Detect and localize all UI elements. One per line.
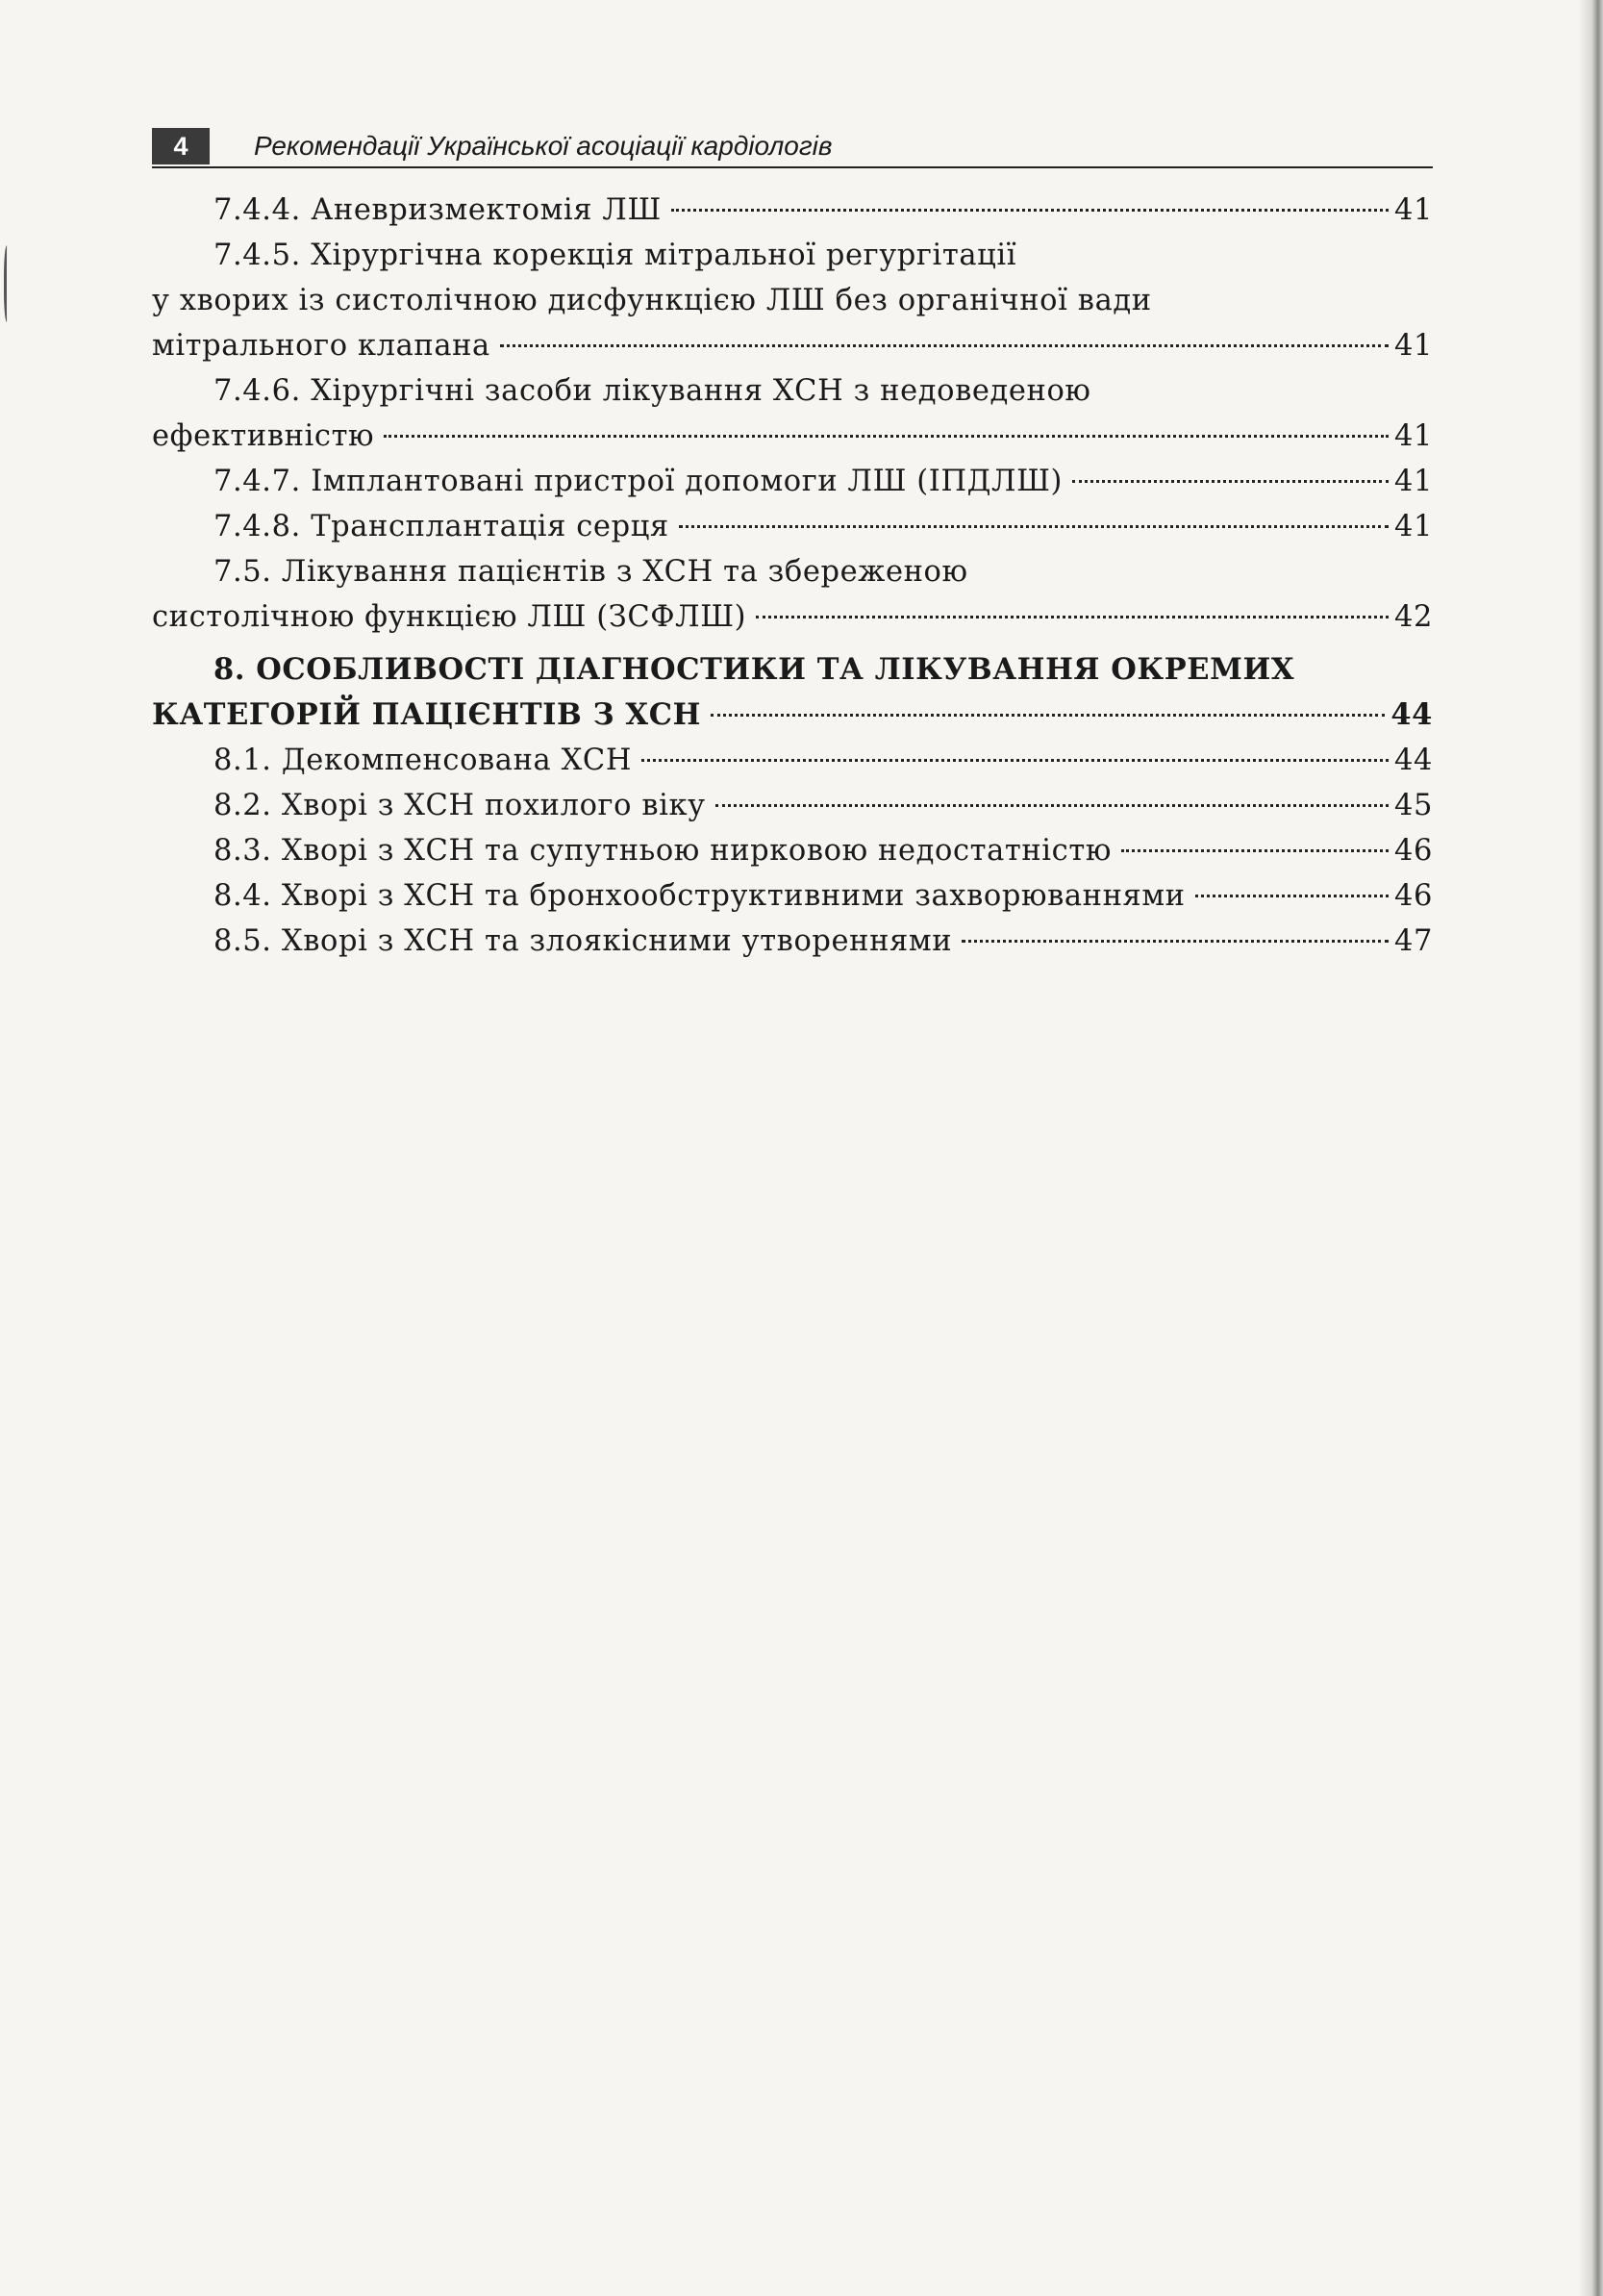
- toc-entry-text: 8. ОСОБЛИВОСТІ ДІАГНОСТИКИ ТА ЛІКУВАННЯ ОКРЕМИХ: [213, 652, 1295, 687]
- page-edge-shadow: [1578, 0, 1603, 2296]
- toc-page-number: 42: [1393, 600, 1433, 634]
- dot-leader: [715, 802, 1389, 807]
- dot-leader: [1121, 847, 1389, 852]
- toc-line: [152, 368, 1433, 414]
- toc-page-number: 46: [1393, 879, 1433, 913]
- toc-page-number: 45: [1393, 789, 1433, 822]
- dot-leader: [500, 342, 1389, 347]
- toc-page-number: 44: [1393, 744, 1433, 777]
- toc-page-number: 41: [1393, 419, 1433, 453]
- toc-entry-text: у хворих із систолічною дисфункцією ЛШ без органічної вади: [152, 284, 1152, 317]
- toc-entry-text: систолічною функцією ЛШ (ЗСФЛШ): [152, 600, 747, 634]
- toc-entry: [152, 828, 1433, 873]
- scan-mark: [4, 245, 12, 322]
- toc-entry-text: 7.4.7. Імплантовані пристрої допомоги ЛШ (ІПДЛШ): [213, 465, 1063, 498]
- page-header: [152, 128, 1433, 168]
- toc-page-number: 41: [1393, 465, 1433, 498]
- toc-entry-text: 8.1. Декомпенсована ХСН: [213, 744, 633, 777]
- toc-entry: [152, 414, 1433, 459]
- dot-leader: [679, 523, 1389, 528]
- toc-entry-text: 8.3. Хворі з ХСН та супутньою нирковою недостатністю: [213, 834, 1112, 868]
- toc-entry: [152, 873, 1433, 919]
- toc-entry: [152, 188, 1433, 233]
- toc-entry: [152, 783, 1433, 828]
- toc-entry-text: 8.4. Хворі з ХСН та бронхообструктивними захворюваннями: [213, 879, 1186, 913]
- toc-page-number: 46: [1393, 834, 1433, 868]
- toc-entry: [152, 919, 1433, 964]
- toc-entry: [152, 323, 1433, 368]
- toc-entry: [152, 459, 1433, 504]
- running-title: Рекомендації Української асоціації кардіологів: [254, 131, 833, 161]
- toc-line: [152, 233, 1433, 278]
- toc-line: [152, 278, 1433, 323]
- toc-entry-text: 8.5. Хворі з ХСН та злоякісними утвореннями: [213, 924, 953, 958]
- toc-line: [152, 549, 1433, 594]
- dot-leader: [671, 207, 1389, 212]
- dot-leader: [1072, 478, 1389, 483]
- toc-entry-text: мітрального клапана: [152, 329, 490, 363]
- toc-page-number: 41: [1393, 329, 1433, 363]
- toc-page-number: 41: [1393, 510, 1433, 543]
- toc-entry-text: 7.4.6. Хірургічні засоби лікування ХСН з недоведеною: [213, 374, 1091, 408]
- toc-page-number: 44: [1390, 697, 1433, 732]
- table-of-contents: [152, 188, 1433, 964]
- toc-entry-text: 7.4.8. Трансплантація серця: [213, 510, 669, 543]
- toc-entry-text: КАТЕГОРІЙ ПАЦІЄНТІВ З ХСН: [152, 697, 701, 732]
- toc-page-number: 41: [1393, 193, 1433, 227]
- toc-entry: [152, 594, 1433, 640]
- dot-leader: [641, 757, 1389, 762]
- toc-entry-text: 7.4.5. Хірургічна корекція мітральної регургітації: [213, 239, 1017, 272]
- toc-entry-text: ефективністю: [152, 419, 375, 453]
- dot-leader: [1195, 893, 1389, 897]
- dot-leader: [384, 433, 1389, 438]
- dot-leader: [962, 938, 1389, 943]
- toc-line: [152, 647, 1433, 693]
- dot-leader: [756, 614, 1389, 618]
- toc-entry: [152, 738, 1433, 783]
- toc-entry: [152, 693, 1433, 738]
- toc-entry-text: 7.5. Лікування пацієнтів з ХСН та збереженою: [213, 555, 968, 589]
- toc-page-number: 47: [1393, 924, 1433, 958]
- toc-entry-text: 8.2. Хворі з ХСН похилого віку: [213, 789, 706, 822]
- page-number: 4: [152, 128, 210, 164]
- toc-entry-text: 7.4.4. Аневризмектомія ЛШ: [213, 193, 662, 227]
- dot-leader: [711, 712, 1385, 717]
- toc-entry: [152, 504, 1433, 549]
